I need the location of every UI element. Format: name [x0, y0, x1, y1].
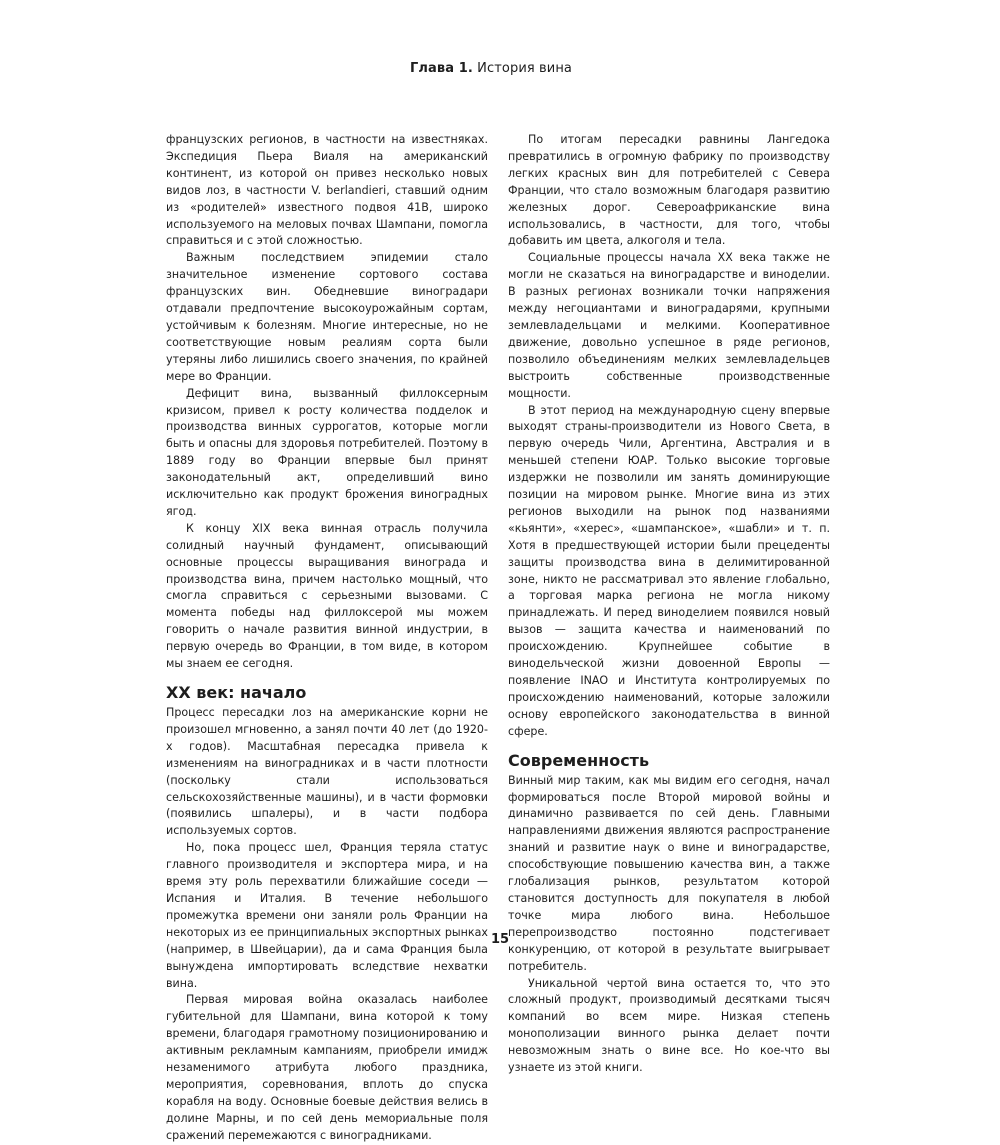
paragraph: В этот период на международную сцену впервые выходят страны-производители из Нового Света, в первую очередь Чили, Аргентина, Австралия и в меньшей степени ЮАР. Только высокие торговые издержки не позволили им занять доминирующие позиции на мировом рынке. Многие вина из этих регионов выходили на рынок под названиями «кьянти», «херес», «шампанское», «шабли» и т. п. Хотя в предшествующей истории были прецеденты защиты производства вина в делимитированной зоне, никто не рассматривал это явление глобально, а торговая марка региона не могла никому принадлежать. И перед виноделием появился новый вызов — защита качества и наименований по происхождению. Крупнейшее событие в винодельческой жизни довоенной Европы — появление INAO и Института контролируемых по происхождению наименований, которые заложили основу европейского законодательства в винной сфере.	[508, 403, 830, 738]
paragraph: Но, пока процесс шел, Франция теряла статус главного производителя и экспортера мира, и на время эту роль перехватили ближайшие соседи — Испания и Италия. В течение небольшого промежутка времени они заняли роль Франции на некоторых из ее принципиальных экспортных рынках (например, в Швейцарии), да и сама Франция была вынуждена импортировать вследствие нехватки вина.	[166, 841, 488, 990]
paragraph: Дефицит вина, вызванный филлоксерным кризисом, привел к росту количества подделок и производства винных суррогатов, которые могли быть и опасны для здоровья потребителей. Поэтому в 1889 году во Франции впервые был принят законодательный акт, определивший вино исключительно как продукт брожения виноградных ягод.	[166, 386, 488, 518]
paragraph: французских регионов, в частности на известняках. Экспедиция Пьера Виаля на американский континент, из которой он привез несколько новых видов лоз, в частности V. berlandieri, ставший одним из «родителей» известного подвоя 41B, широко используемого на меловых почвах Шампани, помогла справиться и с этой сложностью.	[166, 133, 488, 248]
section-heading-modernity: Современность	[508, 750, 650, 770]
page-number: 15	[490, 932, 510, 947]
paragraph: К концу XIX века винная отрасль получила солидный научный фундамент, описывающий основные процессы выращивания винограда и производства вина, причем настолько мощный, что смогла справиться с серьезными вызовами. С момента победы над филлоксерой мы можем говорить о начале развития винной индустрии, в первую очередь во Франции, в том виде, в котором мы знаем ее сегодня.	[166, 521, 488, 671]
chapter-title: История вина	[477, 61, 572, 76]
paragraph: Первая мировая война оказалась наиболее губительной для Шампани, вина которой к тому времени, благодаря грамотному позиционированию и активным рекламным кампаниям, приобрели имидж незаменимого атрибута любого праздника, мероприятия, соревнования, вплоть до спуска корабля на воду. Основные боевые действия велись в долине Марны, и по сей день мемориальные поля сражений перемежаются с виноградниками.	[166, 993, 488, 1142]
paragraph: Уникальной чертой вина остается то, что это сложный продукт, производимый десятками тысяч компаний во всем мире. Низкая степень монополизации винного рынка делает почти невозможным знать о вине все. Но кое-что вы узнаете из этой книги.	[508, 976, 830, 1075]
chapter-label: Глава 1.	[410, 61, 473, 76]
paragraph: Винный мир таким, как мы видим его сегодня, начал формироваться после Второй мировой войны и динамично развивается по сей день. Главными направлениями движения являются распространение знаний и развитие наук о вине и виноградарстве, способствующие повышению качества вин, а также глобализация рынков, результатом которой становится доступность для покупателя в любой точке мира любого вина. Небольшое перепроизводство постоянно подстегивает конкуренцию, от которой в результате выигрывает потребитель.	[508, 773, 830, 973]
paragraph: Важным последствием эпидемии стало значительное изменение сортового состава французских вин. Обедневшие виноградари отдавали предпочтение высокоурожайным сортам, устойчивым к болезням. Многие интересные, но не соответствующие новым реалиям сорта были утеряны либо лишились своего значения, по крайней мере во Франции.	[166, 251, 488, 383]
paragraph: По итогам пересадки равнины Лангедока превратились в огромную фабрику по производству легких красных вин для потребителей с Севера Франции, что стало возможным благодаря развитию железных дорог. Североафриканские вина использовались, в частности, для того, чтобы добавить им цвета, алкоголя и тела.	[508, 133, 830, 248]
paragraph: Социальные процессы начала XX века также не могли не сказаться на виноградарстве и виноделии. В разных регионах возникали точки напряжения между негоциантами и виноградарями, крупными землевладельцами и мелкими. Кооперативное движение, довольно успешное в ряде регионов, позволило объединениям мелких землевладельцев выстроить собственные производственные мощности.	[508, 251, 830, 400]
section-heading-xx-century: XX век: начало	[166, 683, 307, 702]
left-column	[166, 132, 488, 1145]
paragraph: Процесс пересадки лоз на американские корни не произошел мгновенно, а занял почти 40 лет (до 1920-х годов). Масштабная пересадка привела к изменениям на виноградниках и в части плотности (поскольку стали использоваться сельскохозяйственные машины), и в части формовки (появились шпалеры), и в части подбора используемых сортов.	[166, 706, 488, 838]
running-header	[410, 61, 572, 76]
